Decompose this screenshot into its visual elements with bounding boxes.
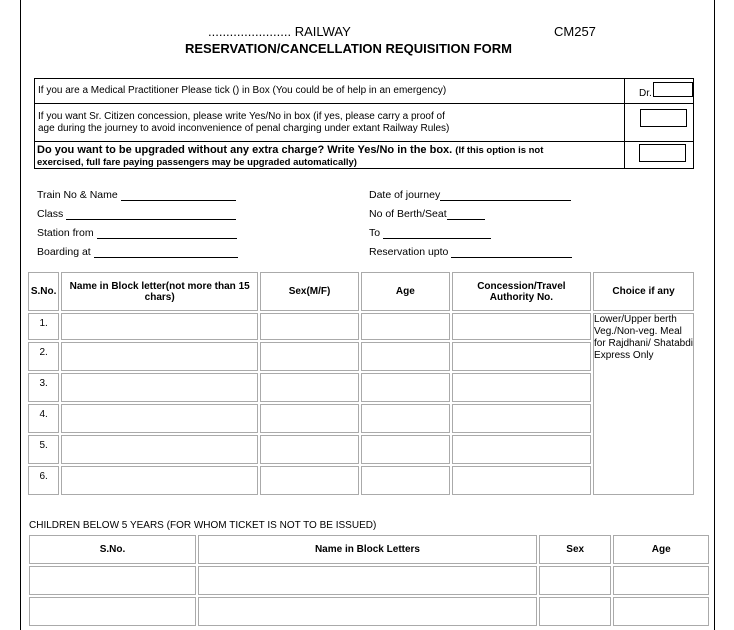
senior-citizen-box[interactable]	[640, 109, 687, 127]
date-of-journey-field[interactable]: Date of journey	[369, 189, 571, 201]
name-cell[interactable]	[61, 313, 258, 340]
children-table	[27, 533, 711, 628]
row-sno: 5.	[28, 435, 59, 464]
sex-cell[interactable]	[260, 342, 359, 371]
class-field[interactable]: Class	[37, 208, 236, 220]
sex-cell[interactable]	[260, 404, 359, 433]
concession-cell[interactable]	[452, 404, 591, 433]
child-name-cell[interactable]	[198, 597, 537, 626]
sex-cell[interactable]	[260, 373, 359, 402]
child-sno-cell[interactable]	[29, 597, 196, 626]
name-cell[interactable]	[61, 373, 258, 402]
no-of-berth-field[interactable]: No of Berth/Seat	[369, 208, 485, 220]
medical-box-label: Dr.	[639, 88, 652, 99]
children-heading: CHILDREN BELOW 5 YEARS (FOR WHOM TICKET IS NOT TO BE ISSUED)	[29, 520, 377, 531]
concession-cell[interactable]	[452, 466, 591, 495]
child-sex-cell[interactable]	[539, 566, 611, 595]
col-sex: Sex(M/F)	[260, 272, 359, 311]
age-cell[interactable]	[361, 466, 450, 495]
medical-question: If you are a Medical Practitioner Please tick () in Box (You could be of help in an emergency)	[38, 85, 447, 96]
boarding-at-field[interactable]: Boarding at	[37, 246, 238, 258]
age-cell[interactable]	[361, 342, 450, 371]
concession-cell[interactable]	[452, 342, 591, 371]
row-sno: 2.	[28, 342, 59, 371]
sex-cell[interactable]	[260, 466, 359, 495]
form-title: RESERVATION/CANCELLATION REQUISITION FORM	[185, 41, 512, 56]
medical-tick-box[interactable]	[653, 82, 693, 97]
sex-cell[interactable]	[260, 435, 359, 464]
age-cell[interactable]	[361, 373, 450, 402]
name-cell[interactable]	[61, 404, 258, 433]
railway-label: RAILWAY	[294, 24, 351, 39]
table-row	[29, 597, 709, 626]
child-col-name: Name in Block Letters	[198, 535, 537, 564]
col-concession: Concession/Travel Authority No.	[452, 272, 591, 311]
concession-cell[interactable]	[452, 313, 591, 340]
station-from-field[interactable]: Station from	[37, 227, 237, 239]
col-choice: Choice if any	[593, 272, 694, 311]
row-sno: 4.	[28, 404, 59, 433]
form-code: CM257	[554, 24, 596, 39]
row-sno: 1.	[28, 313, 59, 340]
row-sno: 6.	[28, 466, 59, 495]
to-field[interactable]: To	[369, 227, 491, 239]
concession-cell[interactable]	[452, 435, 591, 464]
railway-heading	[208, 24, 351, 39]
table-row	[29, 566, 709, 595]
row-sno: 3.	[28, 373, 59, 402]
table-row	[28, 313, 694, 340]
passenger-table	[26, 270, 696, 497]
sex-cell[interactable]	[260, 313, 359, 340]
age-cell[interactable]	[361, 435, 450, 464]
child-name-cell[interactable]	[198, 566, 537, 595]
age-cell[interactable]	[361, 404, 450, 433]
col-sno: S.No.	[28, 272, 59, 311]
child-sno-cell[interactable]	[29, 566, 196, 595]
concession-cell[interactable]	[452, 373, 591, 402]
train-no-field[interactable]: Train No & Name	[37, 189, 236, 201]
col-name: Name in Block letter(not more than 15 chars)	[61, 272, 258, 311]
upgrade-question: Do you want to be upgraded without any extra charge? Write Yes/No in the box. (If this option is not exercised, full fare paying passengers may be upgraded automatically)	[37, 144, 544, 168]
reservation-upto-field[interactable]: Reservation upto	[369, 246, 572, 258]
page-border-right	[714, 0, 715, 630]
child-age-cell[interactable]	[613, 597, 709, 626]
child-age-cell[interactable]	[613, 566, 709, 595]
senior-question: If you want Sr. Citizen concession, please write Yes/No in box (if yes, please carry a proof of age during the journey to avoid inconvenience of penal charging under extant Railway Rules)	[38, 111, 450, 134]
col-age: Age	[361, 272, 450, 311]
choice-note[interactable]: Lower/Upper berth Veg./Non-veg. Meal for Rajdhani/ Shatabdi Express Only	[593, 313, 694, 495]
name-cell[interactable]	[61, 435, 258, 464]
child-sex-cell[interactable]	[539, 597, 611, 626]
child-col-age: Age	[613, 535, 709, 564]
child-col-sno: S.No.	[29, 535, 196, 564]
upgrade-box[interactable]	[639, 144, 686, 162]
age-cell[interactable]	[361, 313, 450, 340]
name-cell[interactable]	[61, 466, 258, 495]
name-cell[interactable]	[61, 342, 258, 371]
child-col-sex: Sex	[539, 535, 611, 564]
page-border-left	[20, 0, 21, 630]
railway-prefix: .......................	[208, 24, 292, 39]
